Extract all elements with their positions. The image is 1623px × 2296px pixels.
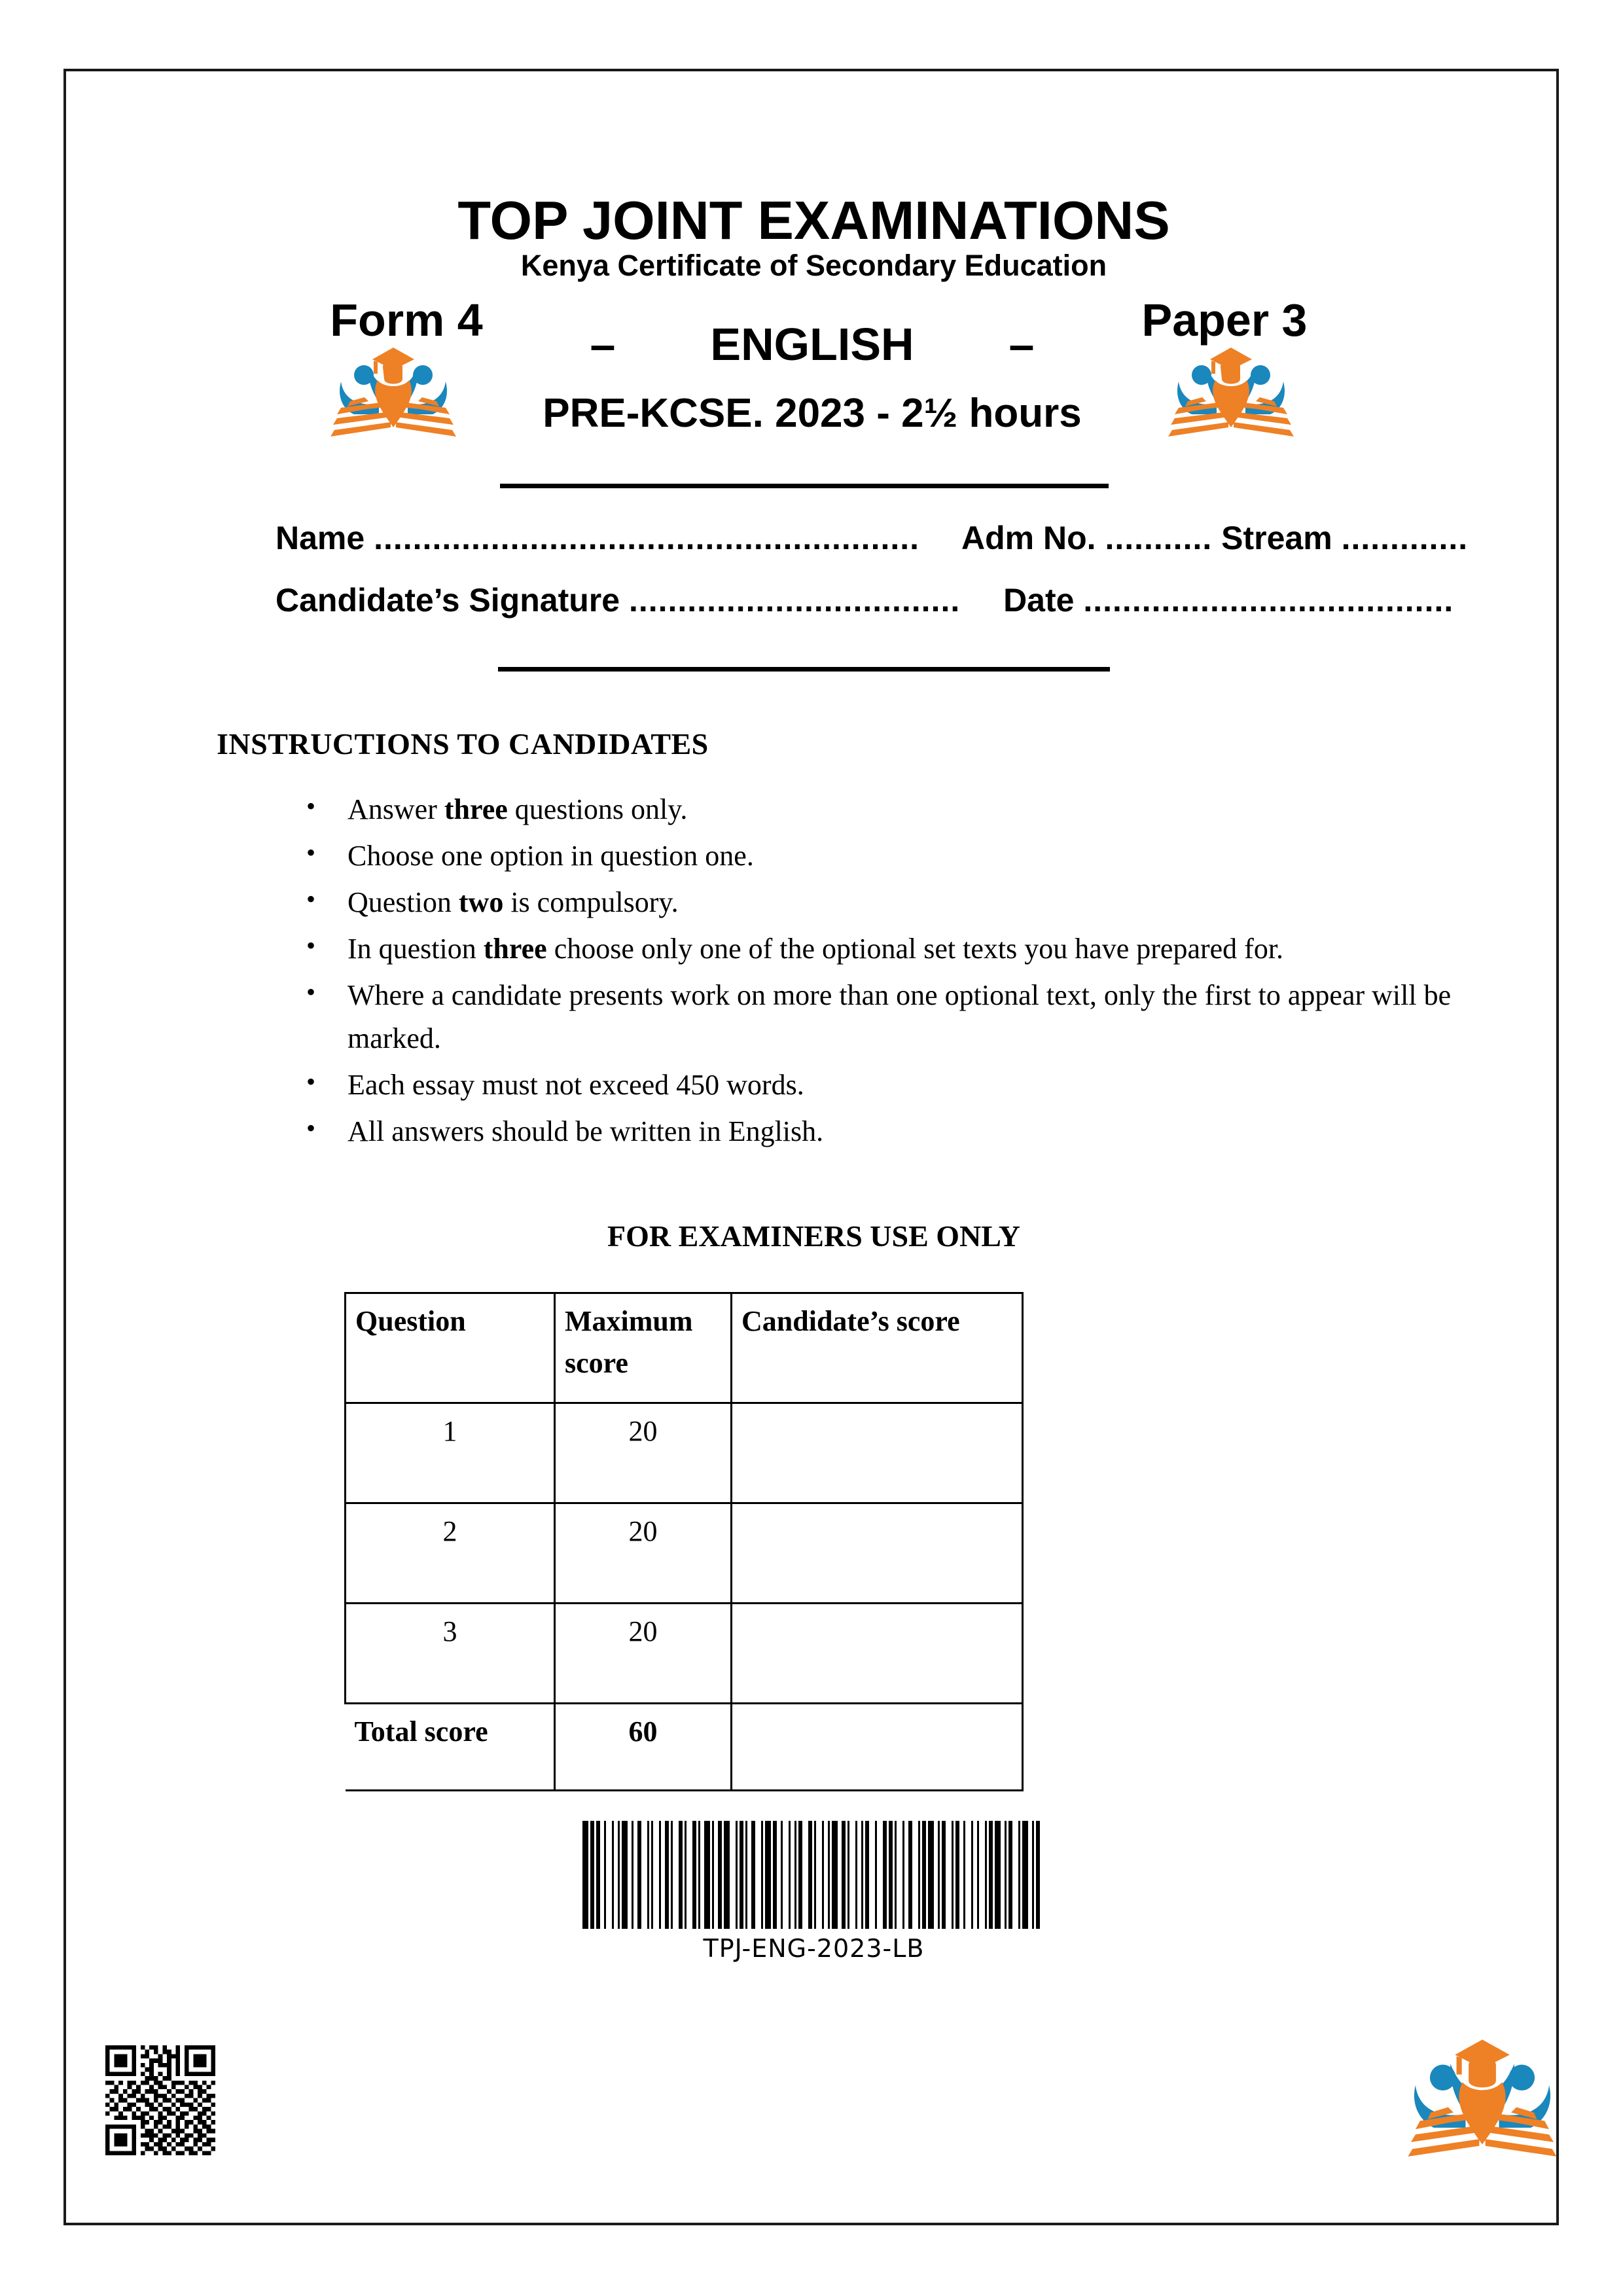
candidate-score-input[interactable]	[732, 1403, 1023, 1503]
column-header-candidate-score: Candidate’s score	[732, 1293, 1023, 1403]
total-max-score: 60	[555, 1704, 732, 1791]
instruction-text-post: choose only one of the optional set texts you have prepared for.	[546, 932, 1284, 965]
question-number: 2	[346, 1503, 555, 1604]
column-header-max-score	[555, 1293, 732, 1403]
table-row	[346, 1503, 1023, 1604]
page-border	[63, 69, 1559, 2225]
instruction-text-post: is compulsory.	[503, 886, 679, 918]
qr-code-icon	[105, 2045, 215, 2155]
total-score-label: Total score	[346, 1704, 555, 1791]
list-item	[298, 927, 1525, 971]
instruction-text-pre: Answer	[348, 793, 444, 825]
instructions-list	[298, 788, 1525, 1157]
dash-separator-right	[982, 321, 1061, 368]
list-item	[298, 974, 1525, 1062]
instruction-text-pre: Where a candidate presents work on more than one optional text, only the first to appear will be marked.	[348, 978, 1452, 1055]
name-label: Name	[276, 520, 365, 556]
examiners-score-table	[344, 1292, 1024, 1791]
instruction-text-pre: Choose one option in question one.	[348, 839, 754, 872]
table-total-row	[346, 1704, 1023, 1791]
candidate-score-input[interactable]	[732, 1604, 1023, 1704]
bullet-icon: •	[306, 884, 316, 914]
subject-label-text: ENGLISH	[710, 319, 914, 370]
list-item	[298, 1110, 1525, 1154]
candidate-score-input[interactable]	[732, 1503, 1023, 1604]
table-row	[346, 1403, 1023, 1503]
exam-subtitle	[66, 251, 1561, 281]
name-input[interactable]: ........................................................	[374, 520, 920, 556]
signature-label: Candidate’s Signature	[276, 582, 620, 619]
signature-input[interactable]: ..................................	[628, 582, 961, 619]
total-candidate-score-input[interactable]	[732, 1704, 1023, 1791]
stream-label: Stream	[1221, 520, 1332, 556]
column-header-max-line1: Maximum	[565, 1305, 693, 1337]
exam-title-text: TOP JOINT EXAMINATIONS	[457, 190, 1170, 251]
max-score: 20	[555, 1503, 732, 1604]
instructions-heading: INSTRUCTIONS TO CANDIDATES	[217, 727, 709, 761]
instruction-text-pre: All answers should be written in English.	[348, 1115, 824, 1148]
school-logo-icon	[328, 341, 459, 439]
subject-label	[642, 321, 982, 368]
candidate-identity-row	[276, 522, 1468, 554]
adm-no-input[interactable]: ...........	[1105, 520, 1213, 556]
candidate-signature-row	[276, 584, 1454, 617]
examiners-table-heading: FOR EXAMINERS USE ONLY	[607, 1219, 1020, 1253]
bullet-icon: •	[306, 1067, 316, 1097]
bullet-icon: •	[306, 977, 316, 1007]
bullet-icon: •	[306, 791, 316, 821]
list-item	[298, 834, 1525, 878]
bullet-icon: •	[306, 930, 316, 960]
column-header-max-line2: score	[565, 1346, 628, 1379]
table-row	[346, 1604, 1023, 1704]
header-divider-top	[500, 484, 1109, 488]
barcode-icon	[582, 1821, 1046, 1929]
form-label	[282, 297, 531, 344]
header-divider-bottom	[498, 667, 1110, 672]
adm-no-label: Adm No.	[961, 520, 1096, 556]
instruction-text-pre: Question	[348, 886, 459, 918]
dash-separator-left	[563, 321, 642, 368]
instruction-text-pre: In question	[348, 932, 484, 965]
column-header-question: Question	[346, 1293, 555, 1403]
paper-label	[1094, 297, 1355, 344]
school-logo-icon	[1166, 341, 1296, 439]
exam-title	[66, 190, 1561, 251]
barcode-caption: TPJ-ENG-2023-LB	[703, 1934, 925, 1963]
dash-left-text: –	[590, 319, 616, 370]
instruction-text-bold: two	[458, 886, 504, 918]
instruction-text-bold: three	[483, 932, 547, 965]
instruction-text-post: questions only.	[507, 793, 688, 825]
bullet-icon: •	[306, 837, 316, 867]
paper-label-text: Paper 3	[1141, 295, 1308, 346]
list-item	[298, 788, 1525, 832]
bullet-icon: •	[306, 1113, 316, 1143]
barcode-block	[66, 1812, 1561, 1963]
table-header-row	[346, 1293, 1023, 1403]
instruction-text-bold: three	[444, 793, 508, 825]
form-label-text: Form 4	[330, 295, 483, 346]
list-item	[298, 1064, 1525, 1107]
max-score: 20	[555, 1403, 732, 1503]
list-item	[298, 881, 1525, 925]
paper-meta-text: PRE-KCSE. 2023 - 2½ hours	[543, 391, 1082, 436]
exam-subtitle-text: Kenya Certificate of Secondary Education	[520, 249, 1107, 282]
instruction-text-pre: Each essay must not exceed 450 words.	[348, 1069, 804, 1102]
date-input[interactable]: ......................................	[1083, 582, 1454, 619]
dash-right-text: –	[1008, 319, 1035, 370]
date-label: Date	[1003, 582, 1075, 619]
school-logo-icon	[1406, 2035, 1558, 2161]
question-number: 1	[346, 1403, 555, 1503]
max-score: 20	[555, 1604, 732, 1704]
paper-meta	[446, 393, 1179, 434]
stream-input[interactable]: .............	[1341, 520, 1469, 556]
question-number: 3	[346, 1604, 555, 1704]
